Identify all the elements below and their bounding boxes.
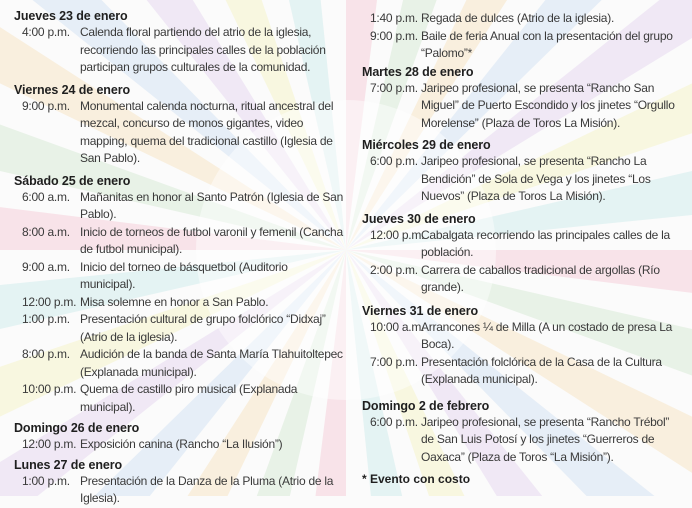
- event-time: 7:00 p.m.: [370, 80, 418, 95]
- day-header: Lunes 27 de enero: [14, 457, 123, 472]
- event-time: 10:00 p.m.: [22, 382, 77, 396]
- event-row: [14, 259, 344, 294]
- event-row: [362, 28, 684, 63]
- day-header: Miércoles 29 de enero: [362, 138, 491, 152]
- day-block: [14, 173, 344, 417]
- event-time: 12:00 p.m.: [22, 294, 77, 309]
- event-description: Misa solemne en honor a San Pablo.: [80, 294, 269, 309]
- day-block: [362, 303, 684, 389]
- day-block: [14, 82, 344, 168]
- event-time: 1:00 p.m.: [22, 473, 70, 488]
- event-time: 6:00 p.m.: [370, 414, 418, 429]
- event-row: [362, 80, 684, 133]
- event-time: 9:00 p.m.: [370, 28, 418, 43]
- event-row: [14, 294, 344, 312]
- event-row: [362, 319, 684, 354]
- event-row: [14, 381, 344, 416]
- event-time: 8:00 a.m.: [22, 224, 70, 239]
- event-row: [362, 153, 684, 206]
- event-row: [362, 414, 684, 467]
- event-description: Presentación cultural de grupo folclórico “Didxaj” (Atrio de la iglesia).: [80, 312, 326, 344]
- event-description: Inicio de torneos de futbol varonil y femenil (Cancha de futbol municipal).: [80, 224, 343, 256]
- day-header: Viernes 24 de enero: [14, 82, 130, 97]
- event-description: Jaripeo profesional, se presenta “Rancho Trébol” de San Luis Potosí y los jinetes “Guerreros de Oaxaca” (Plaza de Toros “La Misión”).: [421, 414, 670, 464]
- day-header: Domingo 26 de enero: [14, 421, 140, 435]
- event-description: Jaripeo profesional, se presenta “Rancho San Miguel” de Puerto Escondido y los jinetes “Orgullo Morelense” (Plaza de Toros La Misión).: [421, 80, 675, 130]
- schedule-right-column: [362, 0, 684, 486]
- event-time: 8:00 p.m.: [22, 347, 70, 361]
- event-time: 12:00 p.m.: [370, 227, 425, 242]
- event-description: Monumental calenda nocturna, ritual ancestral del mezcal, concurso de monos gigantes, video mapping, quema del tradicional castillo (Iglesia de San Pablo).: [80, 98, 334, 165]
- day-block-continued: [362, 10, 684, 63]
- event-row: [362, 262, 684, 297]
- event-row: [14, 98, 344, 168]
- event-time: 1:40 p.m.: [370, 11, 418, 25]
- event-time: 12:00 p.m.: [22, 437, 77, 451]
- event-description: Regada de dulces (Atrio de la iglesia).: [421, 11, 615, 25]
- event-row: [14, 189, 344, 224]
- event-description: Audición de la banda de Santa María Tlahuitoltepec (Explanada municipal).: [80, 347, 343, 379]
- event-time: 4:00 p.m.: [22, 25, 70, 39]
- event-description: Cabalgata recorriendo las principales calles de la población.: [421, 227, 670, 259]
- event-description: Inicio del torneo de básquetbol (Auditorio municipal).: [80, 259, 288, 291]
- day-block: [362, 137, 684, 206]
- day-header: Jueves 23 de enero: [14, 9, 128, 23]
- schedule-left-column: [14, 0, 344, 508]
- event-time: 6:00 p.m.: [370, 154, 418, 168]
- event-row: [14, 436, 344, 454]
- footnote: * Evento con costo: [362, 472, 471, 486]
- event-description: Baile de feria Anual con la presentación del grupo “Palomo”*: [421, 28, 673, 60]
- day-block: [14, 8, 344, 77]
- event-time: 9:00 a.m.: [22, 259, 70, 274]
- event-time: 7:00 p.m.: [370, 354, 418, 369]
- day-block: [14, 457, 344, 508]
- event-row: [14, 24, 344, 77]
- day-block: [362, 64, 684, 133]
- day-header: Domingo 2 de febrero: [362, 398, 490, 413]
- day-header: Martes 28 de enero: [362, 64, 474, 79]
- event-row: [362, 10, 684, 28]
- event-time: 6:00 a.m.: [22, 189, 70, 204]
- event-description: Presentación folclórica de la Casa de la Cultura (Explanada municipal).: [421, 354, 662, 386]
- day-block: [14, 420, 344, 454]
- event-description: Jaripeo profesional, se presenta “Rancho La Bendición” de Sola de Vega y los jinetes “Los Nuevos” (Plaza de Toros La Misión).: [421, 154, 651, 203]
- event-time: 2:00 p.m.: [370, 262, 418, 277]
- event-time: 9:00 p.m.: [22, 98, 70, 113]
- event-description: Calenda floral partiendo del atrio de la iglesia, recorriendo las principales calles de la población participan grupos culturales de la comunidad.: [80, 25, 326, 74]
- event-row: [14, 473, 344, 508]
- event-description: Exposición canina (Rancho “La Ilusión”): [80, 437, 283, 451]
- event-description: Carrera de caballos tradicional de argollas (Río grande).: [421, 262, 660, 294]
- event-description: Presentación de la Danza de la Pluma (Atrio de la Iglesia).: [80, 473, 334, 505]
- event-description: Mañanitas en honor al Santo Patrón (Iglesia de San Pablo).: [80, 189, 344, 221]
- event-row: [14, 346, 344, 381]
- day-header: Jueves 30 de enero: [362, 211, 476, 226]
- event-time: 10:00 a.m.: [370, 319, 425, 334]
- day-header: Viernes 31 de enero: [362, 303, 478, 318]
- event-row: [14, 224, 344, 259]
- event-time: 1:00 p.m.: [22, 312, 70, 326]
- event-row: [362, 227, 684, 262]
- event-description: Arrancones ¼ de Milla (A un costado de presa La Boca).: [421, 319, 673, 351]
- day-block: [362, 211, 684, 297]
- day-header: Sábado 25 de enero: [14, 173, 131, 188]
- event-row: [362, 354, 684, 389]
- event-description: Quema de castillo piro musical (Explanada municipal).: [80, 382, 298, 414]
- event-row: [14, 311, 344, 346]
- day-block: [362, 398, 684, 467]
